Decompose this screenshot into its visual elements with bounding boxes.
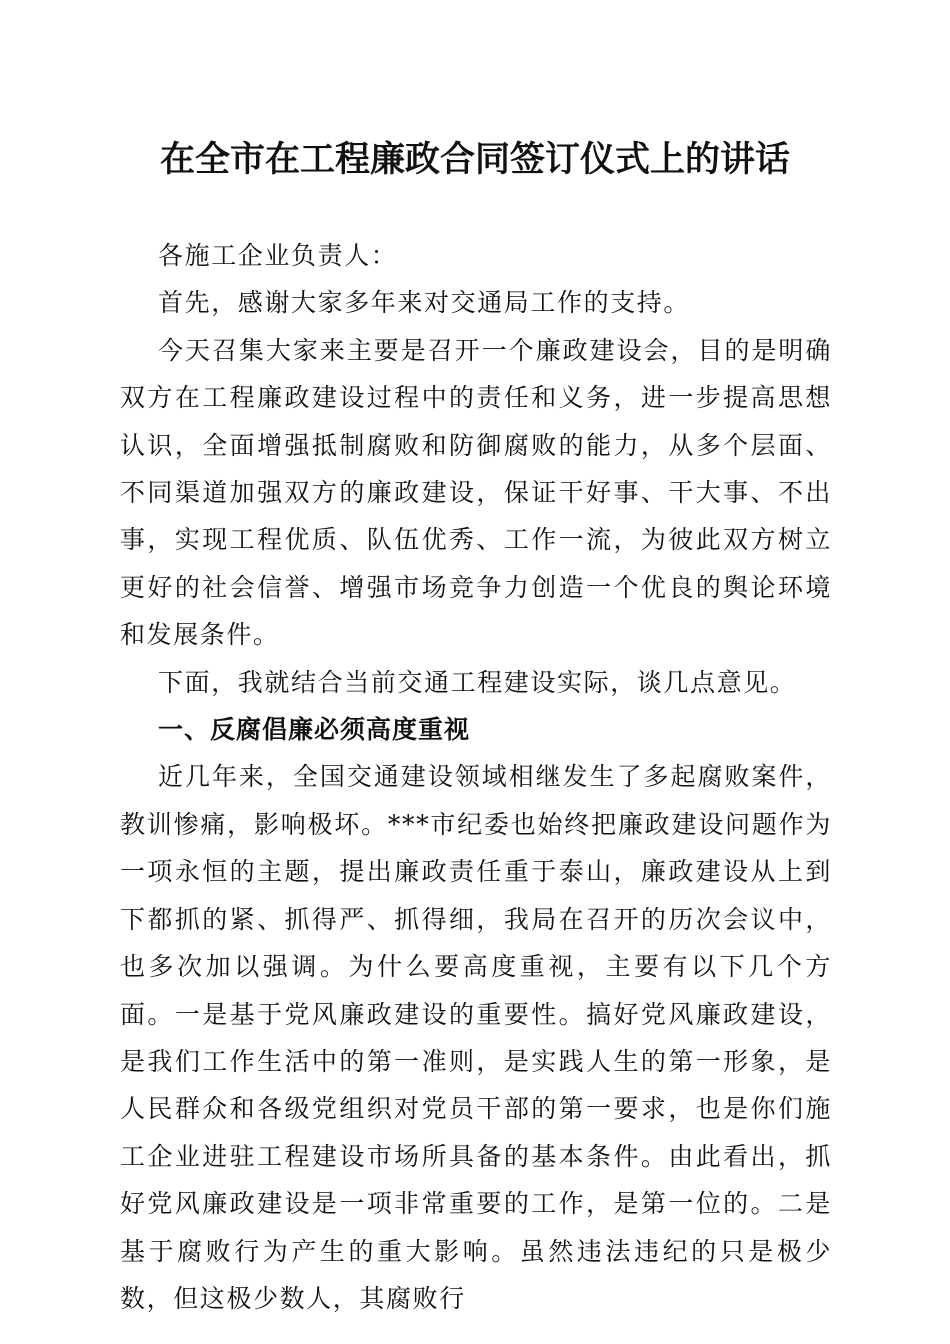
paragraph-intro: 下面，我就结合当前交通工程建设实际，谈几点意见。 bbox=[158, 667, 797, 697]
section-paragraph: 近几年来，全国交通建设领域相继发生了多起腐败案件，教训惨痛，影响极坏。***市纪委也始终把廉政建设问题作为一项永恒的主题，提出廉政责任重于泰山，廉政建设从上到下都抓的紧、抓得严、抓得细，我局在召开的历次会议中，也多次加以强调。为什么要高度重视，主要有以下几个方面。一是基于党风廉政建设的重要性。搞好党风廉政建设，是我们工作生活中的第一准则，是实践人生的第一形象，是人民群众和各级党组织对党员干部的第一要求，也是你们施工企业进驻工程建设市场所具备的基本条件。由此看出，抓好党风廉政建设是一项非常重要的工作，是第一位的。二是基于腐败行为产生的重大影响。虽然违法违纪的只是极少数，但这极少数人，其腐败行 bbox=[120, 762, 832, 1313]
paragraph-thanks: 首先，感谢大家多年来对交通局工作的支持。 bbox=[158, 288, 691, 318]
document-title: 在全市在工程廉政合同签订仪式上的讲话 bbox=[159, 139, 790, 180]
salutation: 各施工企业负责人： bbox=[158, 241, 398, 270]
paragraph-purpose: 今天召集大家来主要是召开一个廉政建设会，目的是明确双方在工程廉政建设过程中的责任和义务，进一步提高思想认识，全面增强抵制腐败和防御腐败的能力，从多个层面、不同渠道加强双方的廉政建设，保证干好事、干大事、不出事，实现工程优质、队伍优秀、工作一流，为彼此双方树立更好的社会信誉、增强市场竞争力创造一个优良的舆论环境和发展条件。 bbox=[120, 335, 832, 650]
document-body bbox=[120, 232, 832, 1322]
section-heading: 一、反腐倡廉必须高度重视 bbox=[158, 715, 471, 745]
